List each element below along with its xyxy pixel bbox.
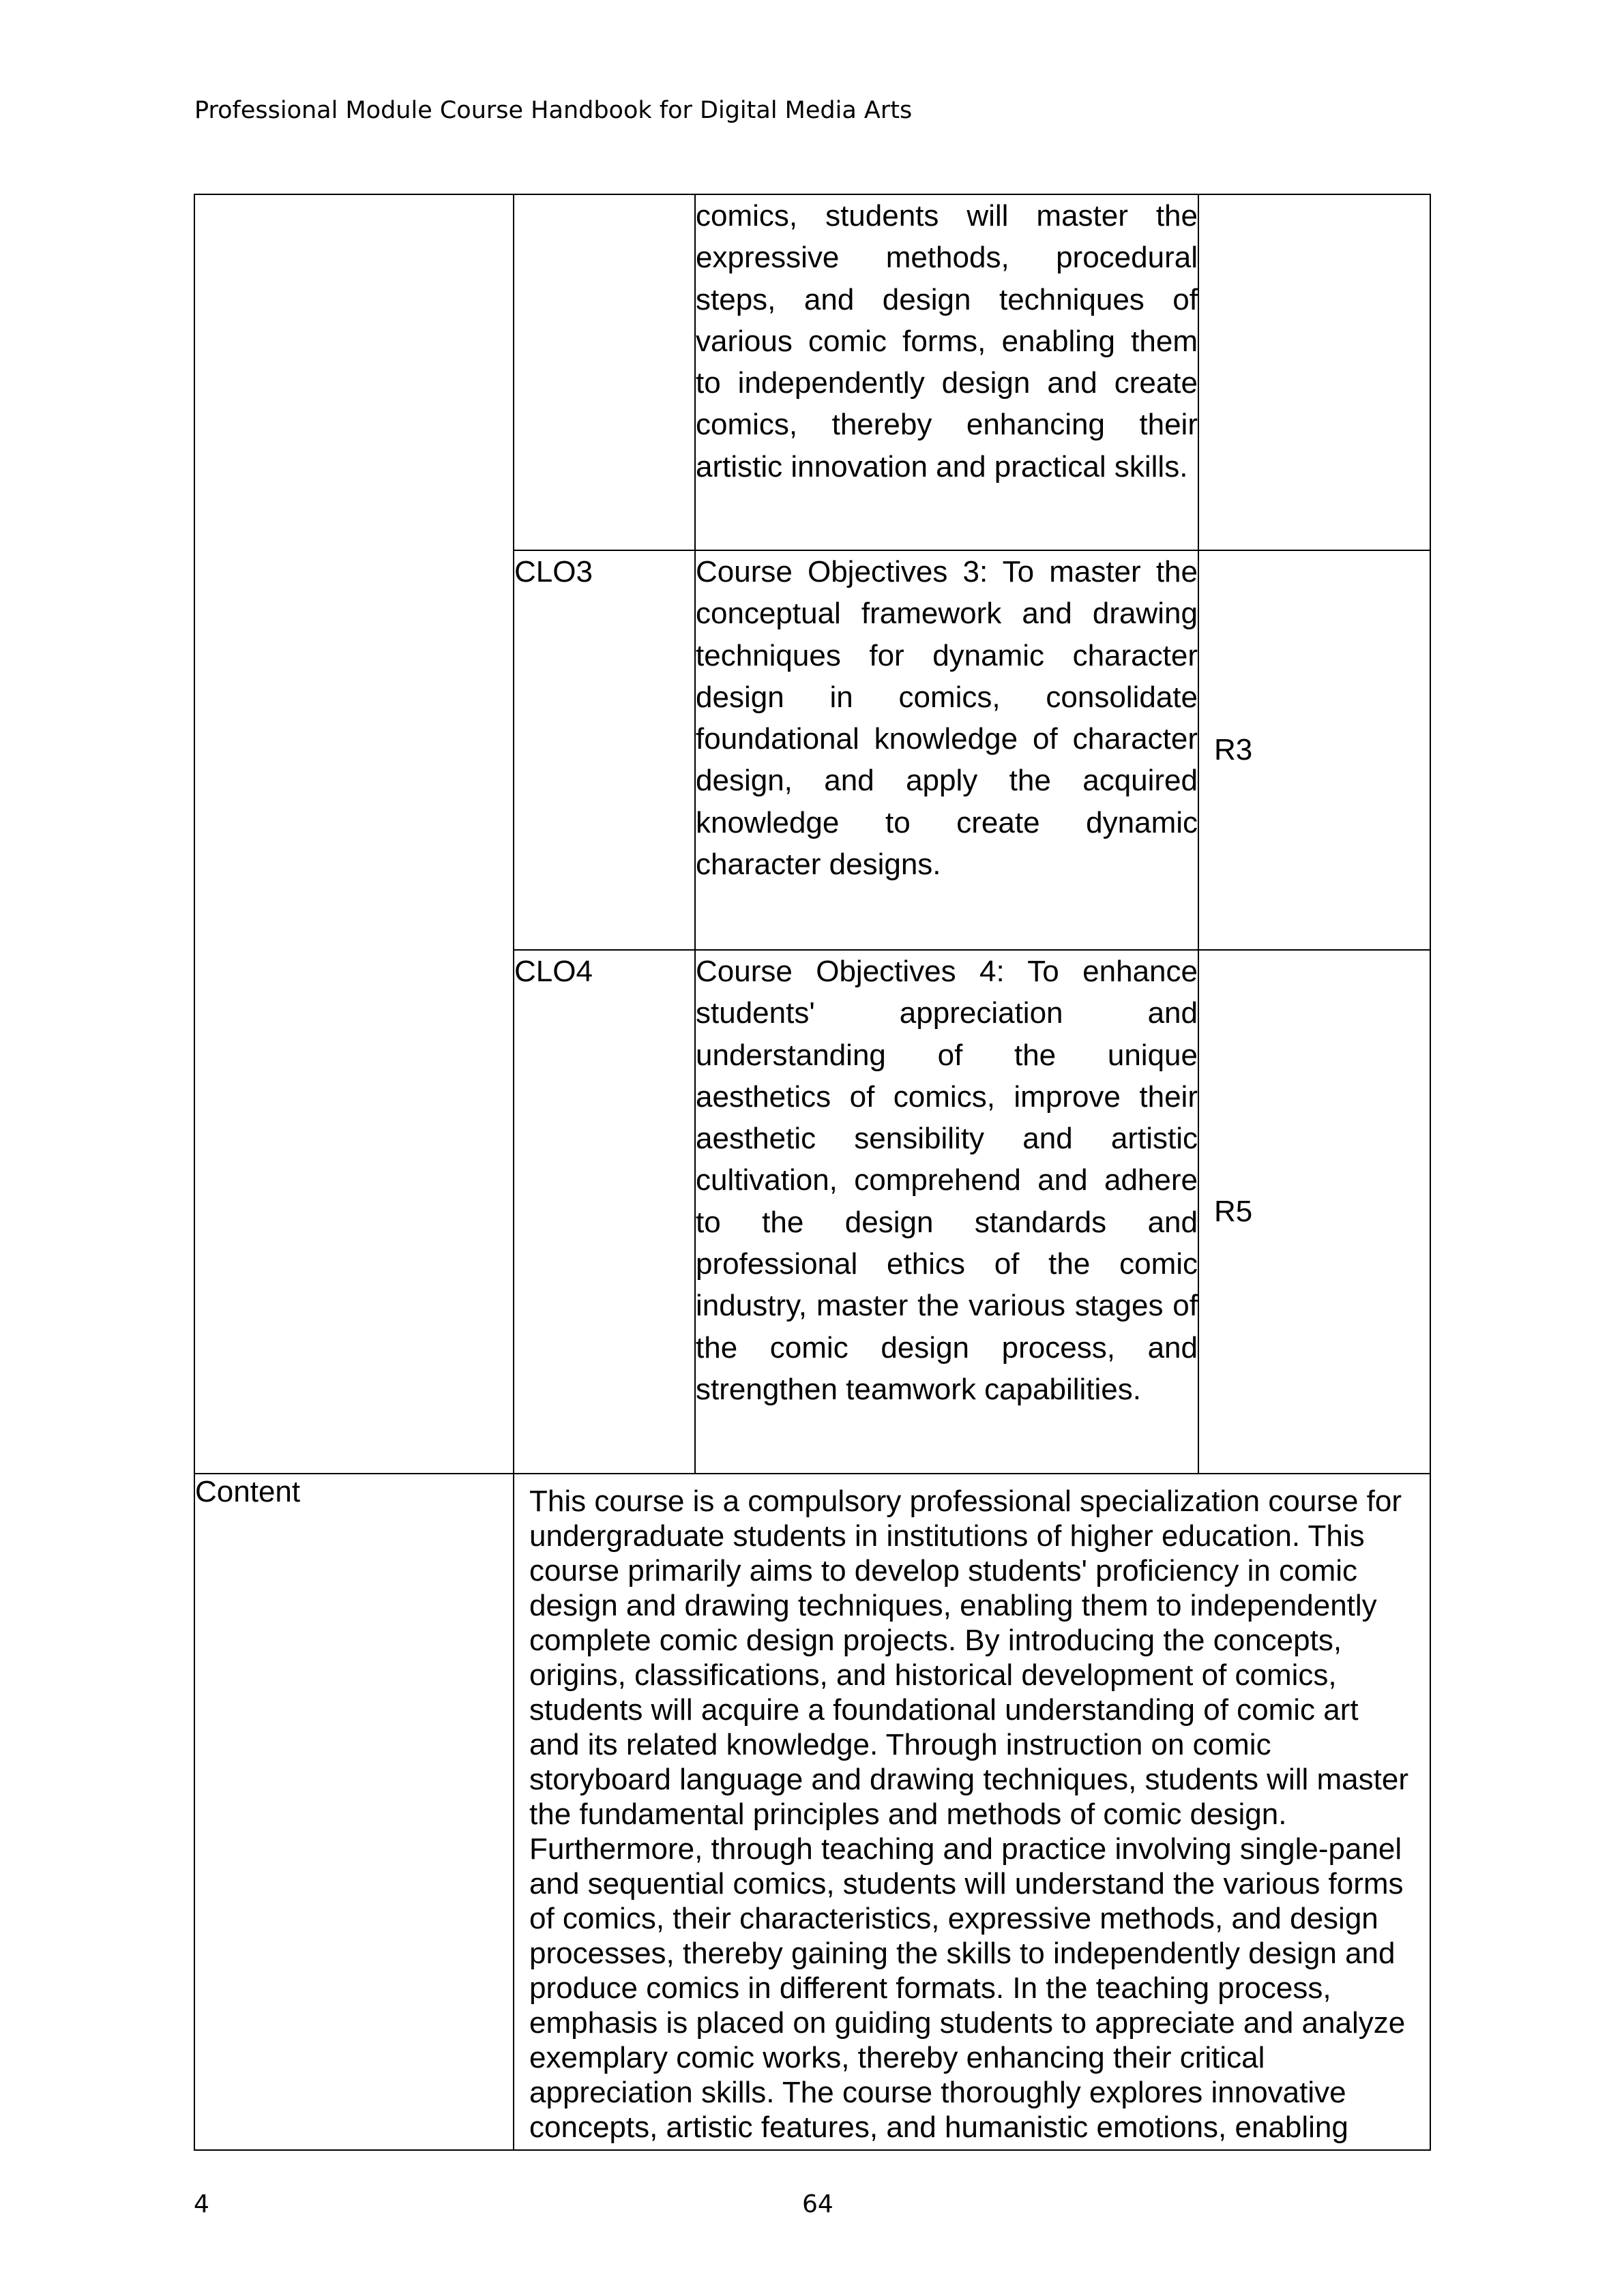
content-cell	[514, 1474, 1430, 2150]
objective-continuation: comics, students will master the expressive methods, procedural steps, and design techniques of various comic forms, enabling them to independently design and create comics, thereby enhancing their artistic innovation and practical skills.	[695, 194, 1198, 550]
course-table	[194, 194, 1431, 2151]
clo-requirement: R5	[1198, 950, 1430, 1474]
row-label-cell	[194, 194, 514, 1474]
clo-objective: Course Objectives 4: To enhance students' appreciation and understanding of the unique aesthetics of comics, improve their aesthetic sensibility and artistic cultivation, comprehend and adhere to the design standards and professional ethics of the comic industry, master the various stages of the comic design process, and strengthen teamwork capabilities.	[695, 950, 1198, 1474]
content-label: Content	[194, 1474, 514, 2150]
code-cell	[514, 194, 695, 550]
clo-code: CLO4	[514, 950, 695, 1474]
footer-left: 4	[194, 2190, 209, 2218]
page-number: 64	[802, 2190, 833, 2218]
page-header: Professional Module Course Handbook for Digital Media Arts	[194, 97, 913, 124]
requirement-cell	[1198, 194, 1430, 550]
clo-requirement: R3	[1198, 550, 1430, 950]
clo-objective: Course Objectives 3: To master the conceptual framework and drawing techniques for dynamic character design in comics, consolidate foundational knowledge of character design, and apply the acquired knowledge to create dynamic character designs.	[695, 550, 1198, 950]
table-row	[194, 194, 1430, 550]
content-row	[194, 1474, 1430, 2150]
clo-code: CLO3	[514, 550, 695, 950]
content-text: This course is a compulsory professional specialization course for undergraduate students in institutions of higher education. This course primarily aims to develop students' proficiency in comic design and drawing techniques, enabling them to independently complete comic design projects. By introducing the concepts, origins, classifications, and historical development of comics, students will acquire a foundational understanding of comic art and its related knowledge. Through instruction on comic storyboard language and drawing techniques, students will master the fundamental principles and methods of comic design. Furthermore, through teaching and practice involving single-panel and sequential comics, students will understand the various forms of comics, their characteristics, expressive methods, and design processes, thereby gaining the skills to independently design and produce comics in different formats. In the teaching process, emphasis is placed on guiding students to appreciate and analyze exemplary comic works, thereby enhancing their critical appreciation skills. The course thoroughly explores innovative concepts, artistic features, and humanistic emotions, enabling	[529, 1485, 1408, 2144]
